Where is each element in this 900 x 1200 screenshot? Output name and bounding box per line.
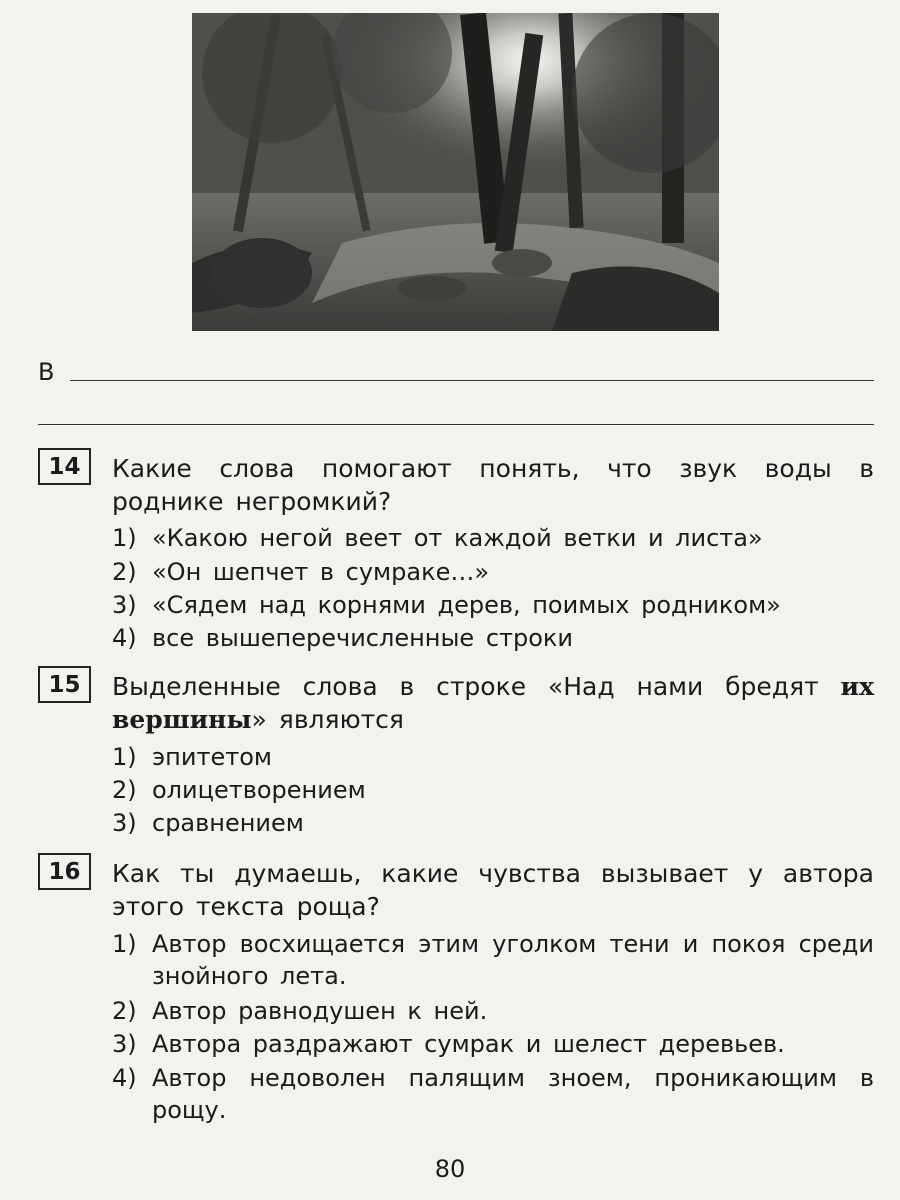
option-text: олицетворением <box>152 776 366 804</box>
answer-line-1[interactable] <box>70 380 874 381</box>
option-text: «Какою негой веет от каждой ветки и листа» <box>152 524 763 552</box>
option-text: сравнением <box>152 809 304 837</box>
option-text: Автор равнодушен к ней. <box>152 997 488 1025</box>
question-16-text: Как ты думаешь, какие чувства вызывает у автора этого текста роща? <box>112 859 874 921</box>
option-number: 1) <box>112 930 137 958</box>
question-number-16: 16 <box>38 853 91 890</box>
question-15-option-1[interactable] <box>112 741 874 773</box>
question-16-option-4[interactable] <box>112 1062 874 1126</box>
option-number: 2) <box>112 776 137 804</box>
question-16-option-3[interactable] <box>112 1028 874 1060</box>
option-number: 3) <box>112 809 137 837</box>
option-text: Автор недоволен палящим зноем, проникающим в рощу. <box>152 1064 874 1124</box>
option-number: 2) <box>112 558 137 586</box>
question-14-option-2[interactable] <box>112 556 874 588</box>
option-number: 3) <box>112 591 137 619</box>
option-text: «Сядем над корнями дерев, поимых родником» <box>152 591 781 619</box>
forest-stream-photo <box>192 13 719 331</box>
option-number: 1) <box>112 743 137 771</box>
option-number: 3) <box>112 1030 137 1058</box>
question-14-option-3[interactable] <box>112 589 874 621</box>
option-text: эпитетом <box>152 743 272 771</box>
option-number: 4) <box>112 1064 137 1092</box>
answer-line-label: В <box>38 358 55 386</box>
question-15-text <box>112 670 874 736</box>
answer-line-2[interactable] <box>38 424 874 425</box>
forest-photo-graphic <box>192 13 719 331</box>
option-number: 4) <box>112 624 137 652</box>
question-15-highlighted-words: их вершины <box>112 672 874 734</box>
option-text: Автора раздражают сумрак и шелест деревьев. <box>152 1030 785 1058</box>
option-number: 1) <box>112 524 137 552</box>
question-14-text: Какие слова помогают понять, что звук воды в роднике негромкий? <box>112 454 874 516</box>
question-number-15: 15 <box>38 666 91 703</box>
option-text: «Он шепчет в сумраке…» <box>152 558 490 586</box>
question-14-option-1[interactable] <box>112 522 874 554</box>
question-16-option-1[interactable] <box>112 928 874 992</box>
option-number: 2) <box>112 997 137 1025</box>
question-14-option-4[interactable] <box>112 622 874 654</box>
option-text: все вышеперечисленные строки <box>152 624 574 652</box>
question-15-option-2[interactable] <box>112 774 874 806</box>
question-15-text-before: Выделенные слова в строке «Над нами бредят <box>112 672 841 701</box>
option-text: Автор восхищается этим уголком тени и покоя среди знойного лета. <box>152 930 874 990</box>
question-number-14: 14 <box>38 448 91 485</box>
question-16-option-2[interactable] <box>112 995 874 1027</box>
question-15-option-3[interactable] <box>112 807 874 839</box>
question-15-text-after: » являются <box>251 705 404 734</box>
page-number: 80 <box>434 1155 466 1183</box>
